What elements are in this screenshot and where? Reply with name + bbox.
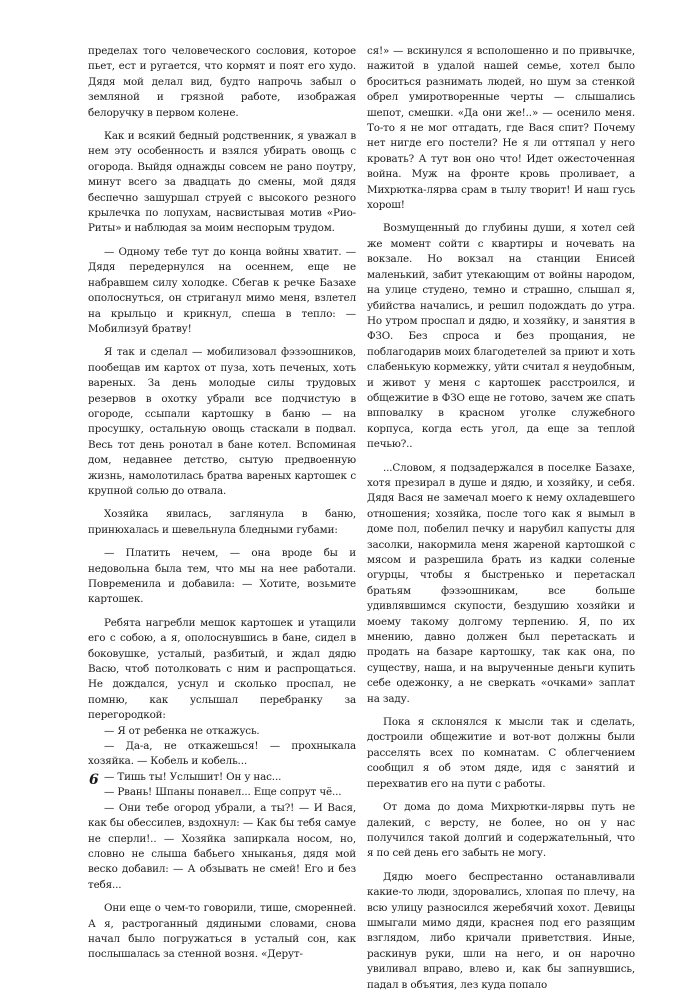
paragraph: Ребята нагребли мешок картошек и утащили его с собою, а я, ополоснувшись в бане, сидел в боковушке, усталый, разбитый, и ждал дядю Васю, чтоб потолковать с ним и распрощаться. Не дождался, уснул и сколько проспал, не помню, как услышал перебранку за перегородкой: [88, 616, 356, 722]
dialogue-line: — Тишь ты! Услышит! Он у нас... [104, 770, 282, 783]
paragraph: Возмущенный до глубины души, я хотел сей же момент сойти с квартиры и ночевать на вокзале. Но вокзал на станции Енисей маленький, забит утекающим от войны народом, на улице студено, темно и страшно, слышал я, убийства начались, и решил подождать до утра. Но утром проспал и дядю, и хозяйку, и занятия в ФЗО. Без спроса и без прощания, не поблагодарив моих благодетелей за приют и хоть слабенькую кормежку, уйти считал я неудобным, и живот у меня с картошек расстроился, и общежитие в ФЗО еще не готово, зачем же спать впповалку в красном уголке служебного корпуса, когда есть угол, да еще за теплой печью?.. [367, 222, 635, 451]
paragraph: пределах того человеческого сословия, которое пьет, ест и ругается, что кормят и поят его худо. Дядя мой делал вид, будто напрочь забыл о земляной и грязной работе, изображая белоручку в первом колене. [88, 45, 356, 119]
paragraph: Дядю моего беспрестанно останавливали какие-то люди, здоровались, хлопая по плечу, на всю улицу разносился жеребячий хохот. Девицы шмыгали мимо дяди, краснея под его разящим взглядом, либо кричали приветствия. Иные, раскинув руки, шли на него, и он нарочно увиливал вправо, влево и, как бы запнувшись, падал в объятия, лез куда попало [367, 870, 635, 991]
page-number: 6 [89, 772, 99, 788]
paragraph: Я так и сделал — мобилизовал фэзэошников, пообещав им картох от пуза, хоть печеных, хоть вареных. За день молодые силы трудовых резервов в охотку убрали все подчистую в огороде, ссыпали картошку в баню — на просушку, остальную овощь стаскали в подвал. Весь тот день ронотал в бане котел. Вспоминая дом, недавнее детство, сытую предвоенную жизнь, намолотилась братва вареных картошек с крупной солью до отвала. [88, 346, 356, 497]
paragraph: Хозяйка явилась, заглянула в баню, принюхалась и шевельнула бледными губами: [88, 508, 356, 536]
paragraph: ...Словом, я подзадержался в поселке Базахе, хотя презирал в душе и дядю, и хозяйку, и себя. Дядя Вася не замечал моего к нему охладевшего отношения; хозяйка, после того как я вымыл в доме пол, побелил печку и нарубил капусты для засолки, накормила меня жареной картошкой с мясом и разрешила брать из кадки соленые огурцы, чтобы я быстренько и перетаскал братьям фэзэошникам, все больше удивлявшимся скупости, бездушию хозяйки и моему такому долгому терпению. Я, по их мнению, давно должен был перетаскать и продать на базаре картошку, так как она, по существу, наша, и на вырученные деньги купить себе одежонку, а не сверкать «очками» заплат на заду. [367, 461, 635, 705]
dialogue-line: — Рвань! Шпаны понавел... Еще сопрут чё... [104, 786, 342, 799]
right-column [367, 44, 635, 993]
paragraph: ся!» — вскинулся я всполошенно и по привычке, нажитой в удалой нашей семье, хотел было броситься разнимать людей, но шум за стенкой обрел умиротворенные черты — слышались шепот, смешки. «Да они же!..» — осенило меня. То-то я не мог отгадать, где Вася спит? Почему нет нигде его постели? Не я ли оттяпал у него кровать? А тут вон оно что! Идет ожесточенная война. Муж на фронте кровь проливает, а Михрютка-лярва срам в тылу творит! И наш гусь хорош! [367, 45, 635, 212]
paragraph: — Они тебе огород убрали, а ты?! — И Вася, как бы обессилев, вздохнул: — Как бы тебя самуе не сперли!.. — Хозяйка запиркала носом, но, словно не слыша бабьего хныканья, дядя мой веско добавил: — А обзывать не смей! Его и без тебя... [88, 801, 356, 891]
paragraph: Они еще о чем-то говорили, тише, сморенней. А я, растроганный дядиными словами, снова начал было погружаться в усталый сон, как послышалась за стенной возня. «Дерут- [88, 902, 356, 961]
paragraph: От дома до дома Михрютки-лярвы путь не далекий, с версту, не более, но он у нас получился такой долгий и содержательный, что я по сей день его забыть не могу. [367, 801, 635, 860]
dialogue-line: — Да-а, не откажешься! — прохныкала хозяйка. — Кобель и кобель... [88, 740, 356, 768]
paragraph: Пока я склонялся к мысли так и сделать, достроили общежитие и вот-вот должны были расселять всех по комнатам. С облегчением сообщил я об этом дяде, идя с занятий и перехватив его на пути с работы. [367, 716, 635, 790]
paragraph: — Одному тебе тут до конца войны хватит. — Дядя передернулся на осеннем, еще не набравшем силу холодке. Сбегав к речке Базахе ополоснуться, он стриганул мимо меня, взлетел на крыльцо и крикнул, спеша в тепло: — Мобилизуй братву! [88, 245, 356, 335]
paragraph: — Платить нечем, — она вроде бы и недовольна была тем, что мы на нее работали. Повременила и добавила: — Хотите, возьмите картошек. [88, 547, 356, 606]
paragraph: Как и всякий бедный родственник, я уважал в нем эту особенность и взялся убирать овощь с огорода. Выйдя однажды совсем не рано поутру, минут всего за двадцать до смены, мой дядя беспечно зашуршал струей с высокого резного крылечка по лопухам, насвистывая мотив «Рио-Риты» и наблюдая за моим неспорым трудом. [88, 130, 356, 235]
dialogue-line: — Я от ребенка не откажусь. [104, 724, 260, 737]
left-column [88, 44, 356, 963]
